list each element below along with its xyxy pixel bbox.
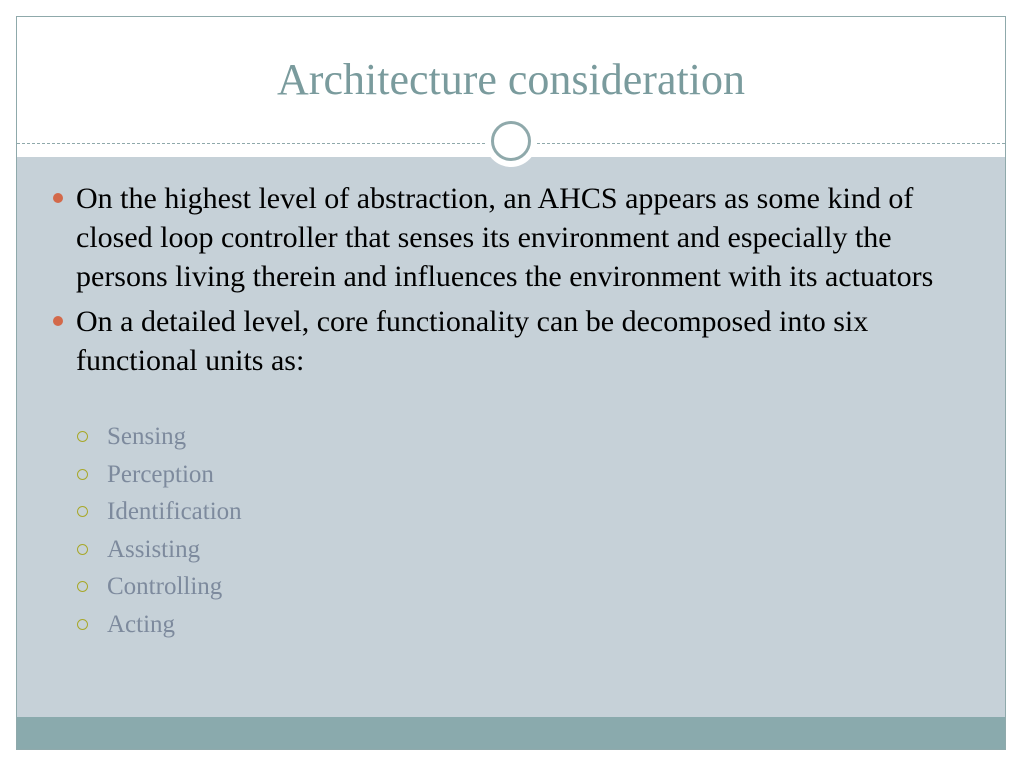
hollow-circle-icon: [77, 581, 88, 592]
bottom-bar: [17, 717, 1005, 750]
sub-bullet-text: Sensing: [107, 423, 187, 450]
hollow-circle-icon: [77, 431, 88, 442]
sub-bullet-text: Identification: [107, 498, 242, 525]
double-ring-ornament-icon: [485, 115, 537, 167]
sub-bullet-text: Assisting: [107, 535, 201, 563]
sub-bullet-item: [77, 456, 242, 494]
sub-bullet-item: [77, 568, 242, 606]
sub-bullet-text: Perception: [107, 460, 214, 488]
filled-circle-icon: [53, 316, 63, 326]
hollow-circle-icon: [77, 506, 88, 517]
sub-bullet-list: [77, 418, 242, 643]
hollow-circle-icon: [77, 544, 88, 555]
slide-title: Architecture consideration: [277, 55, 745, 104]
bullet-item: [53, 179, 983, 296]
sub-bullet-item: [77, 418, 242, 456]
sub-bullet-item: [77, 606, 242, 644]
bullet-text: On the highest level of abstraction, an AHCS appears as some kind of closed loop controller that senses its environment and especially the persons living therein and influences the environment with its actuators: [76, 182, 934, 293]
sub-bullet-text: Controlling: [107, 573, 223, 600]
sub-bullet-item: [77, 493, 242, 531]
filled-circle-icon: [53, 193, 63, 203]
ornament-ring: [491, 121, 531, 161]
sub-bullet-text: Acting: [107, 610, 176, 638]
bullet-item: [53, 302, 983, 380]
hollow-circle-icon: [77, 469, 88, 480]
hollow-circle-icon: [77, 619, 88, 630]
sub-bullet-item: [77, 531, 242, 569]
bullet-list: [53, 179, 983, 386]
bullet-text: On a detailed level, core functionality can be decomposed into six functional units as:: [76, 305, 869, 377]
